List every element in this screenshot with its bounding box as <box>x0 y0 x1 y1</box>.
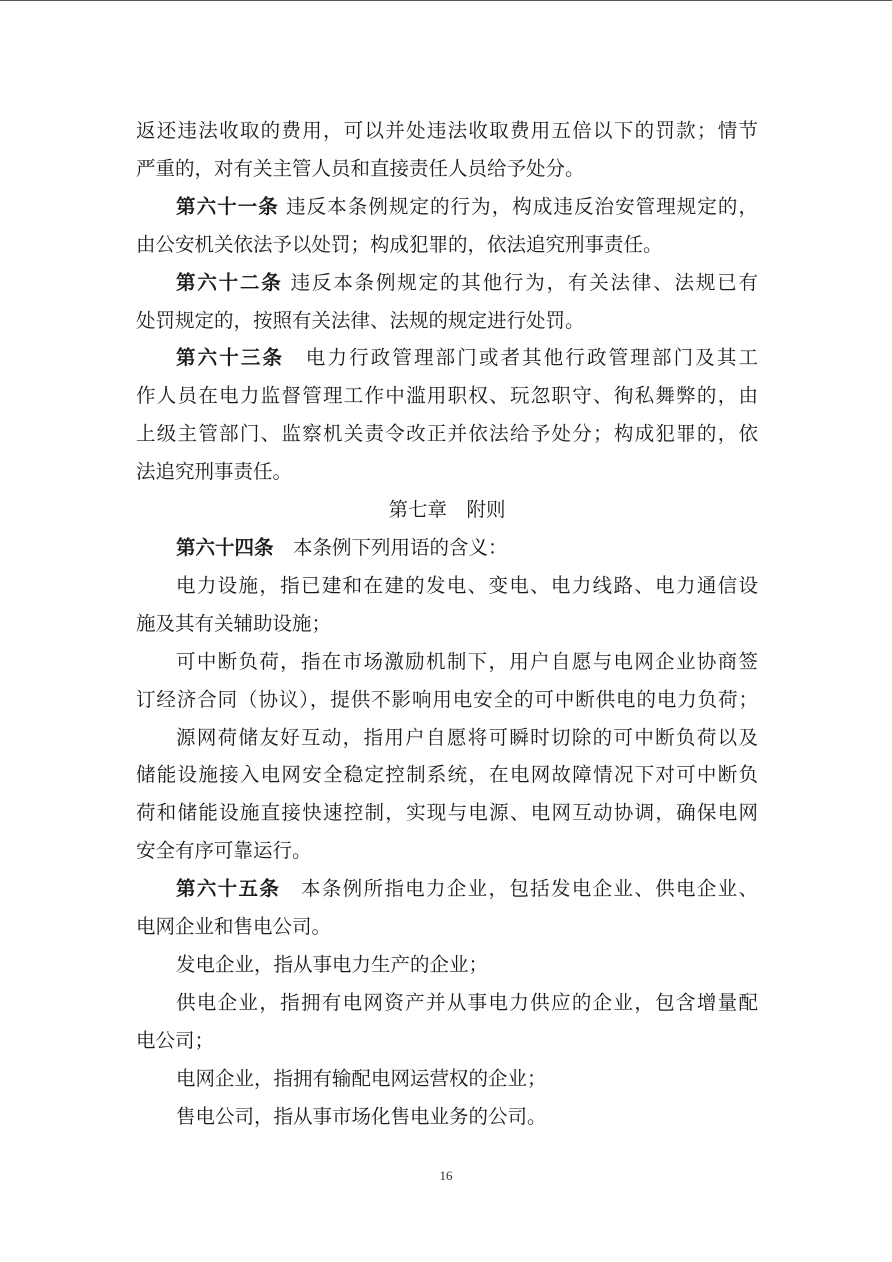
paragraph-line: 电力设施，指已建和在建的发电、变电、电力线路、电力通信设 <box>176 573 758 597</box>
paragraph-line: 上级主管部门、监察机关责令改正并依法给予处分；构成犯罪的，依 <box>136 422 758 446</box>
article-number: 第六十五条 <box>176 877 281 901</box>
article-number: 第六十一条 <box>176 194 279 218</box>
article-65-line <box>136 870 758 908</box>
paragraph-line: 施及其有关辅助设施； <box>136 611 332 635</box>
article-text: 电力行政管理部门或者其他行政管理部门及其工 <box>284 346 758 370</box>
article-62-line <box>136 264 758 302</box>
chapter-heading: 第七章 附则 <box>388 498 506 522</box>
article-number: 第六十四条 <box>176 535 274 559</box>
paragraph-line: 电公司； <box>136 1028 215 1052</box>
paragraph-line: 法追究刑事责任。 <box>136 460 293 484</box>
paragraph-line: 订经济合同（协议），提供不影响用电安全的可中断供电的电力负荷； <box>136 687 758 711</box>
paragraph-line: 安全有序可靠运行。 <box>136 839 312 863</box>
document-body <box>136 112 758 1135</box>
paragraph-line: 处罚规定的，按照有关法律、法规的规定进行处罚。 <box>136 308 585 332</box>
article-63-line <box>136 339 758 377</box>
paragraph-line: 售电公司，指从事市场化售电业务的公司。 <box>176 1104 547 1128</box>
page-number: 16 <box>439 1168 453 1183</box>
paragraph-line: 电网企业，指拥有输配电网运营权的企业； <box>176 1066 547 1090</box>
article-text: 本条例所指电力企业，包括发电企业、供电企业、 <box>280 877 758 901</box>
paragraph-line: 发电企业，指从事电力生产的企业； <box>176 952 489 976</box>
paragraph-line: 作人员在电力监督管理工作中滥用职权、玩忽职守、徇私舞弊的，由 <box>136 384 758 408</box>
paragraph-line: 储能设施接入电网安全稳定控制系统，在电网故障情况下对可中断负 <box>136 763 758 787</box>
article-text: 违反本条例规定的行为，构成违反治安管理规定的， <box>278 194 758 218</box>
article-number: 第六十二条 <box>176 270 283 294</box>
paragraph-line: 源网荷储友好互动，指用户自愿将可瞬时切除的可中断负荷以及 <box>176 725 758 749</box>
paragraph-line: 电网企业和售电公司。 <box>136 915 332 939</box>
article-text: 本条例下列用语的含义： <box>273 535 508 559</box>
paragraph-line: 由公安机关依法予以处罚；构成犯罪的，依法追究刑事责任。 <box>136 232 663 256</box>
paragraph-line: 可中断负荷，指在市场激励机制下，用户自愿与电网企业协商签 <box>176 649 758 673</box>
article-61-line <box>136 188 758 226</box>
article-text: 违反本条例规定的其他行为，有关法律、法规已有 <box>282 270 758 294</box>
article-number: 第六十三条 <box>176 346 285 370</box>
paragraph-line: 严重的，对有关主管人员和直接责任人员给予处分。 <box>136 156 585 180</box>
page-top-border <box>0 0 892 1</box>
paragraph-line: 荷和储能设施直接快速控制，实现与电源、电网互动协调，确保电网 <box>136 801 758 825</box>
paragraph-line: 返还违法收取的费用，可以并处违法收取费用五倍以下的罚款；情节 <box>136 119 758 142</box>
paragraph-line: 供电企业，指拥有电网资产并从事电力供应的企业，包含增量配 <box>176 990 758 1014</box>
article-64-line <box>136 529 758 567</box>
